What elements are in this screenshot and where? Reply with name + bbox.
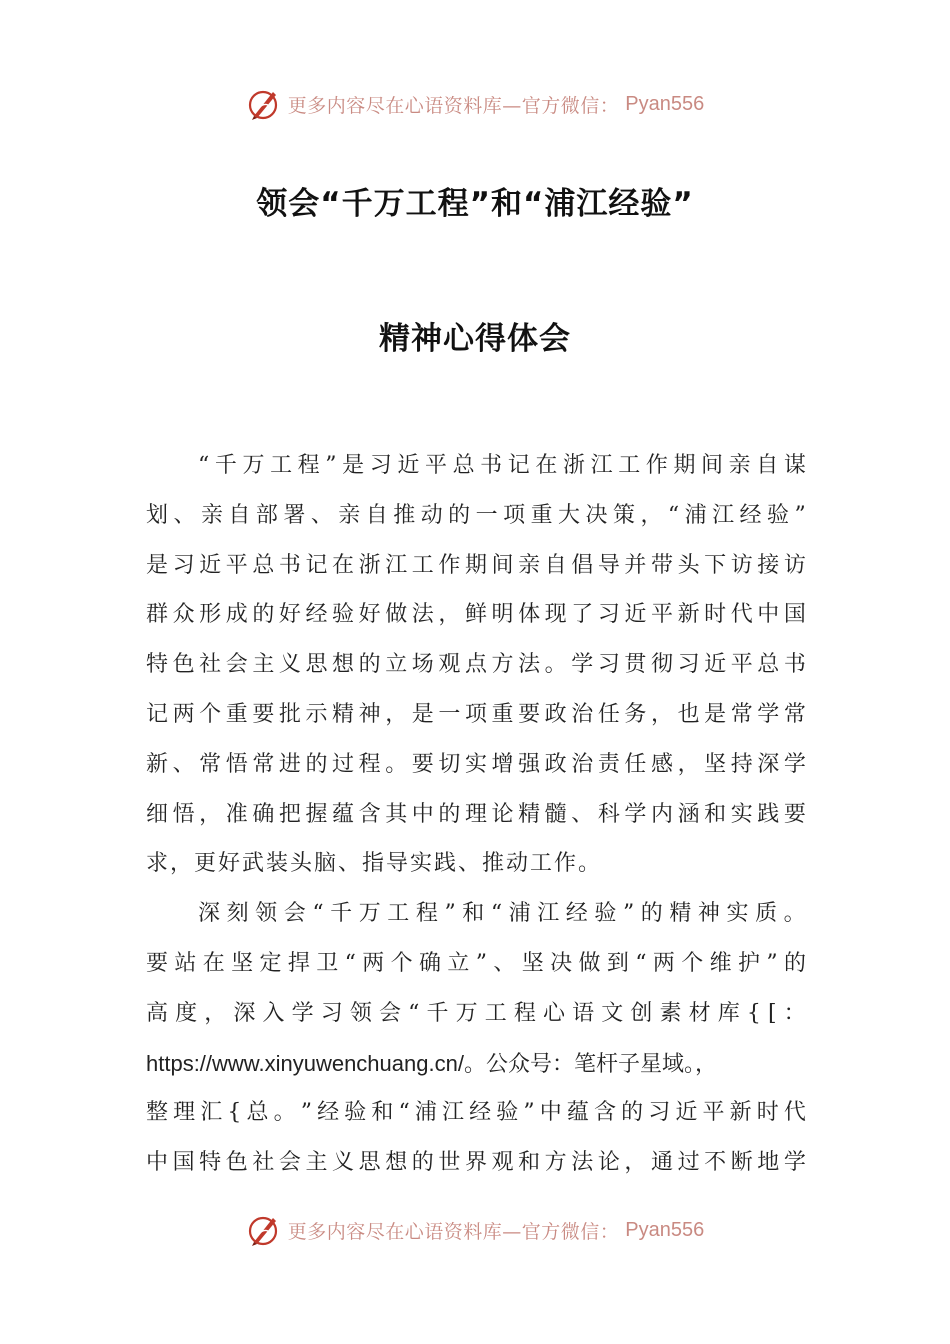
- watermark-footer: [0, 1210, 950, 1250]
- body-line: 新 、 常 悟 常 进 的 过 程 。 要 切 实 增 强 政 治 责 任 感 ， 坚 持 深 学: [146, 751, 806, 777]
- body-line: 中 国 特 色 社 会 主 义 思 想 的 世 界 观 和 方 法 论 ， 通 过 不 断 地 学: [146, 1150, 806, 1176]
- watermark-text: 更多内容尽在心语资料库—官方微信：: [287, 94, 620, 117]
- document-subtitle: 精神心得体会: [379, 321, 571, 357]
- body-line: 要 站 在 坚 定 捍 卫 “ 两 个 确 立 ” 、 坚 决 做 到 “ 两 个 维 护 ” 的: [146, 950, 806, 976]
- body-line: 细 悟 ， 准 确 把 握 蕴 含 其 中 的 理 论 精 髓 、 科 学 内 涵 和 实 践 要: [146, 801, 806, 827]
- watermark-wechat-id: Pyan556: [625, 1218, 705, 1241]
- body-line: 深 刻 领 会 “ 千 万 工 程 ” 和 “ 浦 江 经 验 ” 的 精 神 实 质 。: [198, 901, 806, 927]
- watermark-text: 更多内容尽在心语资料库—官方微信：: [287, 1220, 620, 1243]
- watermark-header: [0, 84, 950, 124]
- body-line: “ 千 万 工 程 ” 是 习 近 平 总 书 记 在 浙 江 工 作 期 间 亲 自 谋: [198, 453, 806, 478]
- pen-logo-icon: [246, 86, 282, 122]
- document-body: [146, 441, 806, 1188]
- watermark-wechat-id: Pyan556: [625, 92, 705, 115]
- body-line: 记 两 个 重 要 批 示 精 神 ， 是 一 项 重 要 政 治 任 务 ， 也 是 常 学 常: [146, 701, 806, 727]
- body-line: 划 、 亲 自 部 署 、 亲 自 推 动 的 一 项 重 大 决 策 ， “ 浦 江 经 验 ”: [146, 502, 806, 528]
- body-line-url: https://www.xinyuwenchuang.cn/。公众号：笔杆子星域。，: [146, 1050, 717, 1076]
- document-title: 领会“千万工程”和“浦江经验”: [256, 186, 694, 222]
- body-line: 求，更好武装头脑、指导实践、推动工作。: [146, 851, 603, 877]
- body-line: 群 众 形 成 的 好 经 验 好 做 法 ， 鲜 明 体 现 了 习 近 平 新 时 代 中 国: [146, 602, 806, 628]
- body-line: 整 理 汇 { 总 。 ” 经 验 和 “ 浦 江 经 验 ” 中 蕴 含 的 习 近 平 新 时 代: [146, 1100, 806, 1126]
- pen-logo-icon: [246, 1212, 282, 1248]
- body-line: 特 色 社 会 主 义 思 想 的 立 场 观 点 方 法 。 学 习 贯 彻 习 近 平 总 书: [146, 652, 806, 678]
- body-line: 高 度 ， 深 入 学 习 领 会 “ 千 万 工 程 心 语 文 创 素 材 库 { [ ：: [146, 1000, 806, 1026]
- body-line: 是 习 近 平 总 书 记 在 浙 江 工 作 期 间 亲 自 倡 导 并 带 头 下 访 接 访: [146, 552, 806, 578]
